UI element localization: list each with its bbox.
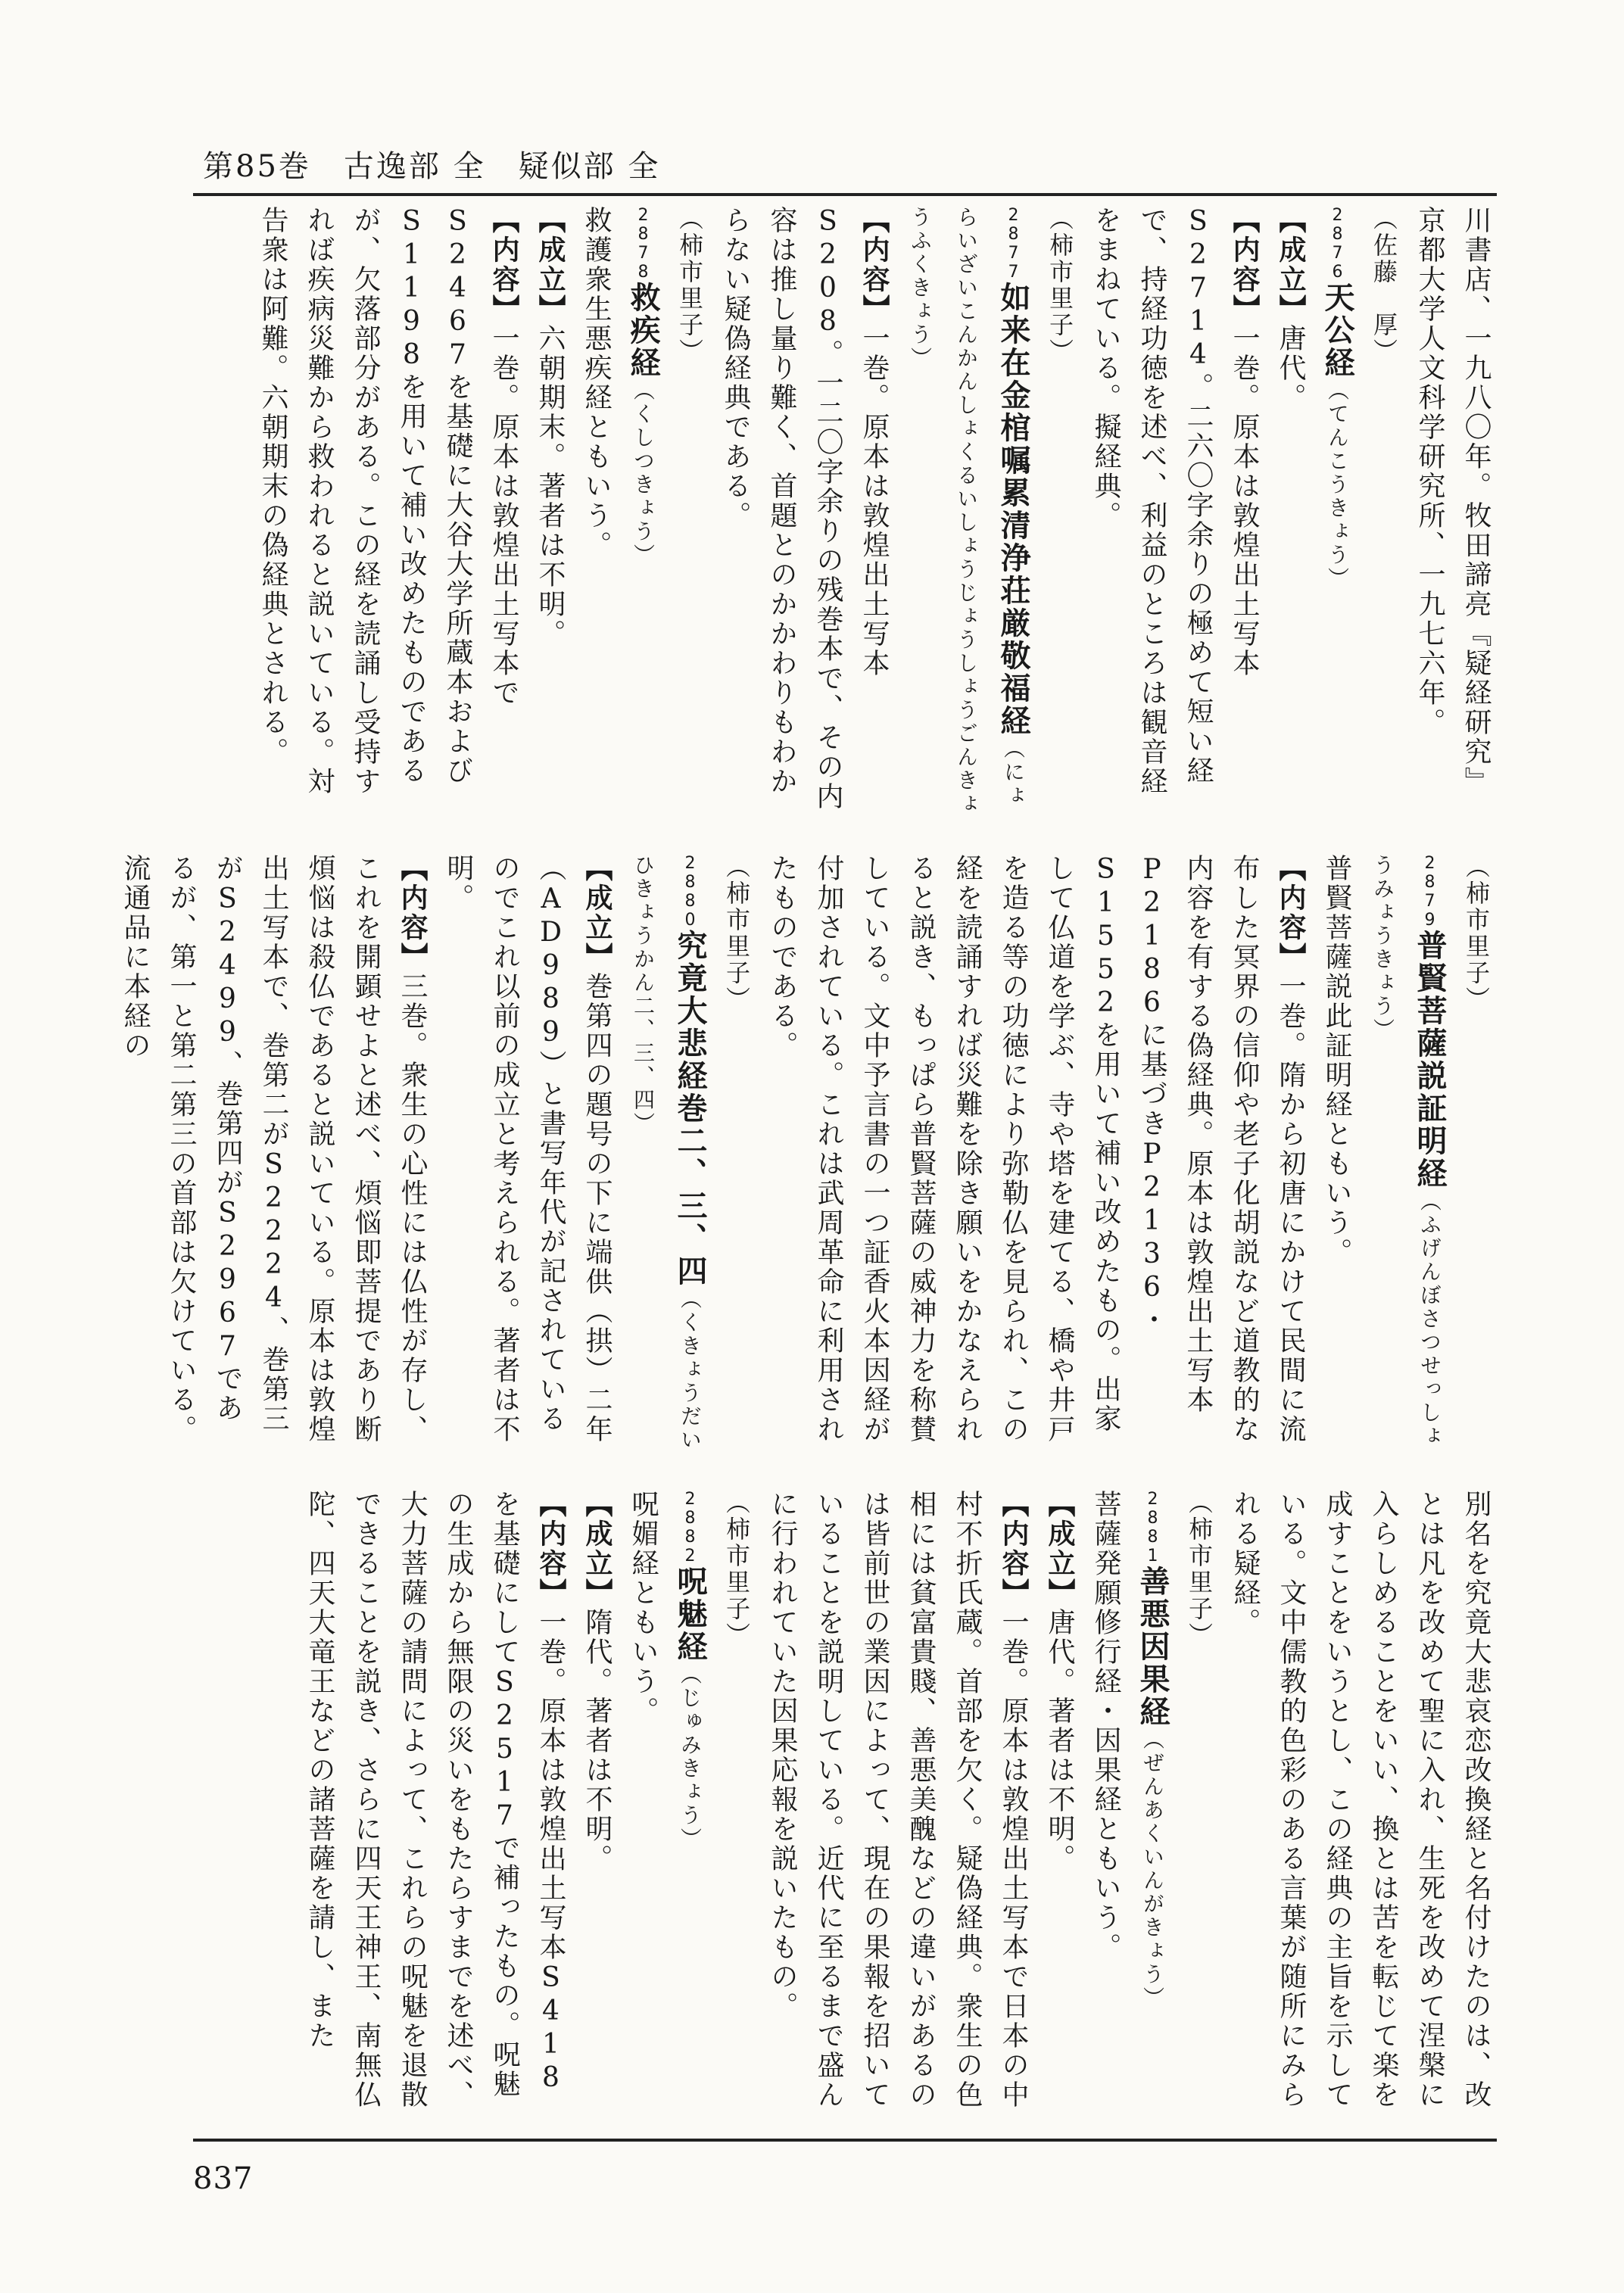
section-text: 一巻。原本は敦煌出土写本S2714。二六〇字余りの極めて短い経で、持経功徳を述べ、利益のところは観音経をまねている。擬経典。 (1090, 206, 1260, 796)
section-label: 【内容】 (535, 1490, 566, 1608)
tier-3 (182, 1490, 1499, 2118)
section-text: 六朝期末。著者は不明。 (535, 324, 566, 649)
entry-number: 2879 (1420, 854, 1439, 930)
section-label: 【成立】 (1044, 1490, 1075, 1608)
entry-author: （柿市里子） (1462, 854, 1491, 1013)
section-label: 【内容】 (998, 1490, 1029, 1608)
entry-number: 2878 (634, 206, 653, 282)
section-label: 【成立】 (535, 206, 566, 324)
entry-title: 救疾経 (625, 282, 660, 379)
section-label: 【内容】 (397, 854, 428, 972)
entry-reading: （じゅみきょう） (678, 1663, 703, 1851)
entry-number: 2882 (681, 1490, 700, 1566)
entry-author: （柿市里子） (1046, 206, 1074, 365)
section-text: 一巻。原本は敦煌出土写本で日本の中村不折氏蔵。首部を欠く。疑偽経典。衆生の色相には貧富貴賤、善悪美醜などの違いがあるのは皆前世の業因によって、現在の果報を招いていることを説明している。近代に至るまで盛んに行われていた因果応報を説いたもの。 (767, 1490, 1029, 2110)
entry-author: （柿市里子） (675, 206, 704, 365)
entry-alias: 呪媚経ともいう。 (628, 1490, 659, 1726)
entry-title: 究竟大悲経巻二、三、四 (672, 930, 707, 1288)
entry-2876 (1036, 206, 1361, 819)
entry-author: （柿市里子） (1185, 1490, 1214, 1649)
entry-title: 普賢菩薩説証明経 (1412, 930, 1447, 1190)
entry-alias: 救護衆生悪疾経ともいう。 (581, 206, 612, 560)
footer-rule (193, 2139, 1497, 2142)
entry-author: （佐藤 厚） (1370, 206, 1398, 365)
entry-title: 如来在金棺嘱累清浄荘厳敬福経 (996, 282, 1030, 737)
header-rule (193, 193, 1497, 196)
tier-2 (120, 854, 1499, 1452)
section-text: 一巻。原本は敦煌出土写本S208。一二〇字余りの残巻本で、その内容は推し量り難く、首題とのかかわりもわからない疑偽経典である。 (720, 206, 890, 812)
section-text: 唐代。 (1275, 324, 1306, 413)
section-text: 一巻。原本は敦煌出土写本でS2467を基礎に大谷大学所蔵本およびS1198を用いて補い改めたものであるが、欠落部分がある。この経を読誦し受持すれば疾病災難から救われると説いている。対告衆は阿難。六朝期末の偽経典とされる。 (257, 206, 519, 796)
entry-number: 2881 (1143, 1490, 1162, 1566)
entry-reading: （ぜんあくいんがきょう） (1140, 1728, 1165, 2010)
section-text: 一巻。原本は敦煌出土写本S418を基礎にしてS2517で補ったもの。呪魅の生成から無限の災いをもたらすまでを述べ、大力菩薩の請問によって、これらの呪魅を退散できることを説き、さらに四天王神王、南無仏陀、四天大竜王などの諸菩薩を請し、また (304, 1490, 566, 2110)
section-label: 【内容】 (488, 206, 519, 324)
section-label: 【内容】 (859, 206, 890, 324)
section-text: 唐代。著者は不明。 (1044, 1608, 1075, 1874)
entry-2878 (250, 206, 666, 819)
entry-reading: （てんこうきょう） (1325, 379, 1350, 590)
entry-2882 (297, 1490, 713, 2118)
section-text: 一巻。隋から初唐にかけて民間に流布した冥界の信仰や老子化胡説など道教的な内容を有する偽経典。原本は敦煌出土写本P2186に基づきP2136・S1552を用いて補い改めたもの。出家して仏道を学ぶ、寺や塔を建てる、橋や井戸を造る等の功徳により弥勒仏を見られ、この経を読誦すれば災難を除き願いをかなえられると説き、もっぱら普賢菩薩の威神力を称賛している。文中予言書の一つ証香火本因経が付加されている。これは武周革命に利用されたものである。 (767, 854, 1306, 1444)
entry-2880 (112, 854, 713, 1452)
entry-number: 2876 (1328, 206, 1347, 282)
entry-2877 (666, 206, 1036, 819)
continuation-line: 京都大学人文科学研究所、一九七六年。 (1414, 206, 1445, 737)
page-number: 837 (193, 2161, 254, 2196)
section-text: 巻第四の題号の下に端供（拱）二年（AD989）と書写年代が記されているのでこれ以前の成立と考えられる。著者は不明。 (443, 854, 613, 1444)
entry-2879 (713, 854, 1453, 1452)
section-text: 三巻。衆生の心性には仏性が存し、これを開顕せよと述べ、煩悩即菩提であり断煩悩は殺仏であると説いている。原本は敦煌出土写本で、巻第二がS2224、巻第三がS2499、巻第四がS2967であるが、第一と第二第三の首部は欠けている。流通品に本経の (120, 854, 428, 1444)
continuation-line: 川書店、一九八〇年。牧田諦亮『疑経研究』 (1460, 206, 1492, 796)
entry-2881 (713, 1490, 1176, 2118)
section-label: 【成立】 (581, 854, 613, 972)
entry-alias: 菩薩発願修行経・因果経ともいう。 (1090, 1490, 1121, 1962)
section-label: 【内容】 (1275, 854, 1306, 972)
entry-author: （柿市里子） (722, 1490, 751, 1649)
entry-author: （柿市里子） (722, 854, 751, 1013)
continuation-text: 別名を究竟大悲哀恋改換経と名付けたのは、改とは凡を改めて聖に入れ、生死を改めて涅槃に入らしめることをいい、換とは苦を転じて楽を成すことをいうとし、この経典の主旨を示している。文中儒教的色彩のある言葉が随所にみられる疑経。 (1230, 1490, 1492, 2110)
entry-title: 善悪因果経 (1135, 1566, 1170, 1728)
entry-reading: （ふげんぼさつせっしょうみょうきょう） (1370, 854, 1442, 1448)
section-text: 隋代。著者は不明。 (581, 1608, 613, 1874)
section-label: 【成立】 (1275, 206, 1306, 324)
entry-title: 天公経 (1320, 282, 1354, 379)
section-label: 【内容】 (1229, 206, 1260, 324)
entry-reading: （くしつきょう） (631, 379, 656, 567)
entry-number: 2877 (1004, 206, 1023, 282)
section-label: 【成立】 (581, 1490, 613, 1608)
tier-1 (182, 206, 1499, 819)
entry-reading: （にょらいざいこんかんしょくるいしょうじょうしょうごんきょうふくきょう） (908, 206, 1026, 816)
entry-number: 2880 (681, 854, 700, 930)
entry-reading: （くきょうだいひきょうかん二、三、四） (631, 854, 703, 1452)
entry-alias: 普賢菩薩説此証明経ともいう。 (1321, 854, 1352, 1267)
entry-title: 呪魅経 (672, 1566, 707, 1663)
running-header: 第85巻 古逸部 全 疑似部 全 (203, 149, 661, 184)
